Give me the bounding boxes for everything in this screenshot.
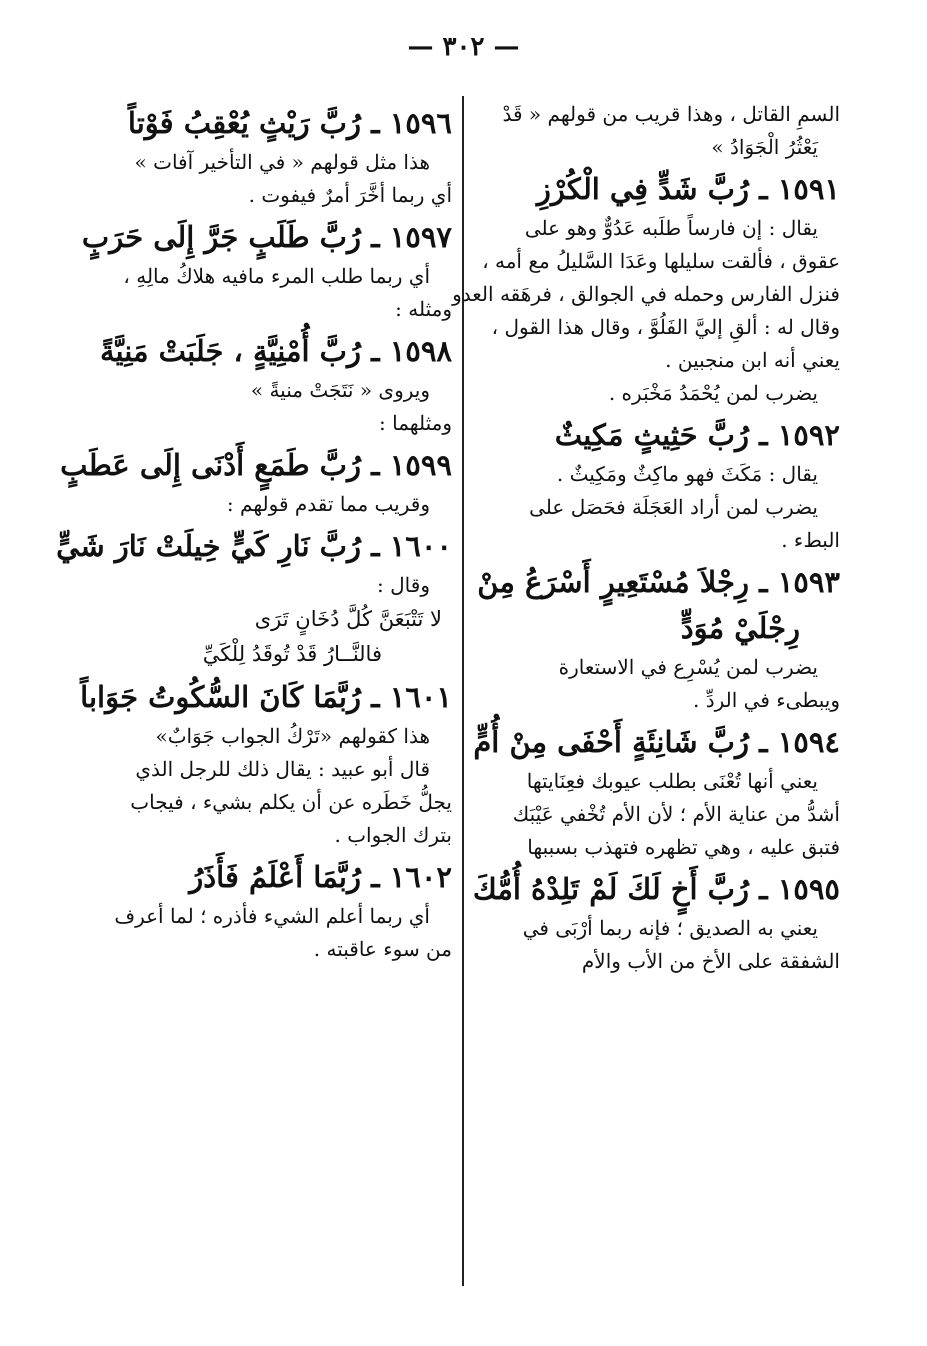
proverb-heading bbox=[81, 218, 452, 256]
proverb-text: ـ رُبَّ نَارِ كَيٍّ خِيلَتْ نَارَ شَيٍّ bbox=[56, 529, 380, 563]
text-line: وقال له : ألقِ إليَّ الفَلُوَّ ، وقال هذا القول ، bbox=[491, 315, 840, 339]
proverb-heading bbox=[490, 170, 840, 208]
text-line: أي ربما أعلم الشيء فأذره ؛ لما أعرف bbox=[114, 904, 430, 928]
proverb-heading bbox=[490, 416, 840, 454]
proverb-text: ـ رُبَّ أَخٍ لَكَ لَمْ تَلِدْهُ أُمُّكَ bbox=[472, 872, 768, 906]
text-line: ومثله : bbox=[395, 297, 452, 321]
verse-line: لا تَتْبَعَنَّ كُلَّ دُخَانٍ تَرَى bbox=[254, 607, 442, 631]
proverb-text: ـ رُبَّ طَمَعٍ أَدْنَى إِلَى عَطَبٍ bbox=[60, 448, 380, 482]
text-line: وقال : bbox=[377, 573, 430, 597]
proverb-heading bbox=[477, 563, 840, 601]
text-line: يعني به الصديق ؛ فإنه ربما أرْبَى في bbox=[522, 916, 818, 940]
column-divider bbox=[462, 96, 464, 1286]
proverb-heading bbox=[473, 723, 840, 761]
text-line: من سوء عاقبته . bbox=[313, 937, 452, 961]
proverb-number: ١٥٩١ bbox=[777, 172, 840, 206]
proverb-number: ١٥٩٨ bbox=[389, 334, 452, 368]
page-number: — ٣٠٢ — bbox=[407, 32, 520, 62]
proverb-text: ـ رُبَّ شَانِئَةٍ أَحْفَى مِنْ أُمٍّ bbox=[473, 725, 768, 759]
text-line: هذا كقولهم «تَرْكُ الجواب جَوَابٌ» bbox=[155, 724, 430, 748]
text-line: يقال : إن فارساً طلَبه عَدُوٌّ وهو على bbox=[524, 216, 818, 240]
proverb-number: ١٥٩٤ bbox=[777, 725, 840, 759]
text-line: يجلُّ خَطَره عن أن يكلم بشيء ، فيجاب bbox=[130, 790, 452, 814]
text-line: قال أبو عبيد : يقال ذلك للرجل الذي bbox=[135, 757, 430, 781]
proverb-heading-continuation: رِجْلَيْ مُوَدٍّ bbox=[680, 611, 800, 645]
proverb-number: ١٦٠٢ bbox=[389, 860, 452, 894]
proverb-text: ـ رُبَّمَا أَعْلَمُ فَأَذَرُ bbox=[189, 860, 380, 894]
verse-line: فالنَّــارُ قَدْ تُوقَدُ لِلْكَيِّ bbox=[202, 642, 382, 666]
text-line: بترك الجواب . bbox=[334, 823, 452, 847]
proverb-heading bbox=[60, 446, 452, 484]
text-line: يَعْثُرُ الْجَوَادُ » bbox=[711, 135, 818, 159]
text-line: يعني أنه ابن منجبين . bbox=[665, 348, 840, 372]
text-line: ويروى « نَتَجَتْ منيةً » bbox=[250, 378, 430, 402]
proverb-text: ـ رُبَّ حَثِيثٍ مَكِيثٌ bbox=[554, 418, 768, 452]
proverb-text: ـ رُبَّ طَلَبٍ جَرَّ إِلَى حَرَبٍ bbox=[81, 220, 380, 254]
proverb-number: ١٥٩٩ bbox=[389, 448, 452, 482]
text-line: ومثلهما : bbox=[379, 411, 452, 435]
text-line: يعني أنها تُعْنَى بطلب عيوبك فعِنَايتها bbox=[526, 769, 818, 793]
proverb-text: ـ رُبَّ أُمْنِيَّةٍ ، جَلَبَتْ مَنِيَّةً bbox=[99, 334, 380, 368]
proverb-heading bbox=[56, 527, 452, 565]
text-line: ويبطىء في الردِّ . bbox=[693, 688, 840, 712]
text-line: البطء . bbox=[781, 528, 840, 552]
right-column bbox=[452, 96, 840, 980]
text-line: السمِ القاتل ، وهذا قريب من قولهم « قَدْ bbox=[502, 102, 840, 126]
proverb-number: ١٦٠٠ bbox=[389, 529, 452, 563]
proverb-number: ١٥٩٧ bbox=[389, 220, 452, 254]
left-column bbox=[56, 96, 452, 968]
text-line: الشفقة على الأخ من الأب والأم bbox=[581, 949, 840, 973]
text-line: هذا مثل قولهم « في التأخير آفات » bbox=[134, 150, 430, 174]
proverb-number: ١٥٩٥ bbox=[777, 872, 840, 906]
text-line: يضرب لمن يُسْرِع في الاستعارة bbox=[558, 655, 818, 679]
text-line: عقوق ، فألقت سليلها وعَدَا السَّليلُ مع أمه ، bbox=[482, 249, 840, 273]
proverb-heading bbox=[92, 332, 452, 370]
text-line: فنزل الفارس وحمله في الجوالق ، فرهَقه العدو bbox=[452, 282, 840, 306]
text-line: يضرب لمن أراد العَجَلَة فحَصَل على bbox=[529, 495, 818, 519]
text-line: فتبق عليه ، وهي تظهره فتهذب بسببها bbox=[527, 835, 840, 859]
proverb-heading bbox=[472, 870, 840, 908]
text-line: يضرب لمن يُحْمَدُ مَخْبَره . bbox=[608, 381, 818, 405]
proverb-number: ١٥٩٦ bbox=[389, 106, 452, 140]
proverb-text: ـ رُبَّ شَدٍّ فِي الْكُرْزِ bbox=[536, 172, 768, 206]
text-line: وقريب مما تقدم قولهم : bbox=[226, 492, 430, 516]
text-line: أي ربما طلب المرء مافيه هلاكُ مالِهِ ، bbox=[123, 264, 430, 288]
proverb-number: ١٥٩٣ bbox=[777, 565, 840, 599]
proverb-text: ـ رُبَّمَا كَانَ السُّكُوتُ جَوَاباً bbox=[80, 680, 380, 714]
text-line: يقال : مَكَثَ فهو ماكِثٌ ومَكِيثٌ . bbox=[556, 462, 818, 486]
proverb-text: ـ رُبَّ رَيْثٍ يُعْقِبُ فَوْتاً bbox=[127, 106, 380, 140]
text-line: أشدُّ من عناية الأم ؛ لأن الأم تُخْفي عَيْبَك bbox=[512, 802, 840, 826]
proverb-heading bbox=[92, 104, 452, 142]
proverb-text: ـ رِجْلاَ مُسْتَعِيرٍ أَسْرَعُ مِنْ bbox=[477, 565, 768, 599]
proverb-heading bbox=[80, 678, 452, 716]
proverb-number: ١٥٩٢ bbox=[777, 418, 840, 452]
proverb-number: ١٦٠١ bbox=[389, 680, 452, 714]
proverb-heading bbox=[92, 858, 452, 896]
text-line: أي ربما أخَّرَ أمرٌ فيفوت . bbox=[248, 183, 452, 207]
